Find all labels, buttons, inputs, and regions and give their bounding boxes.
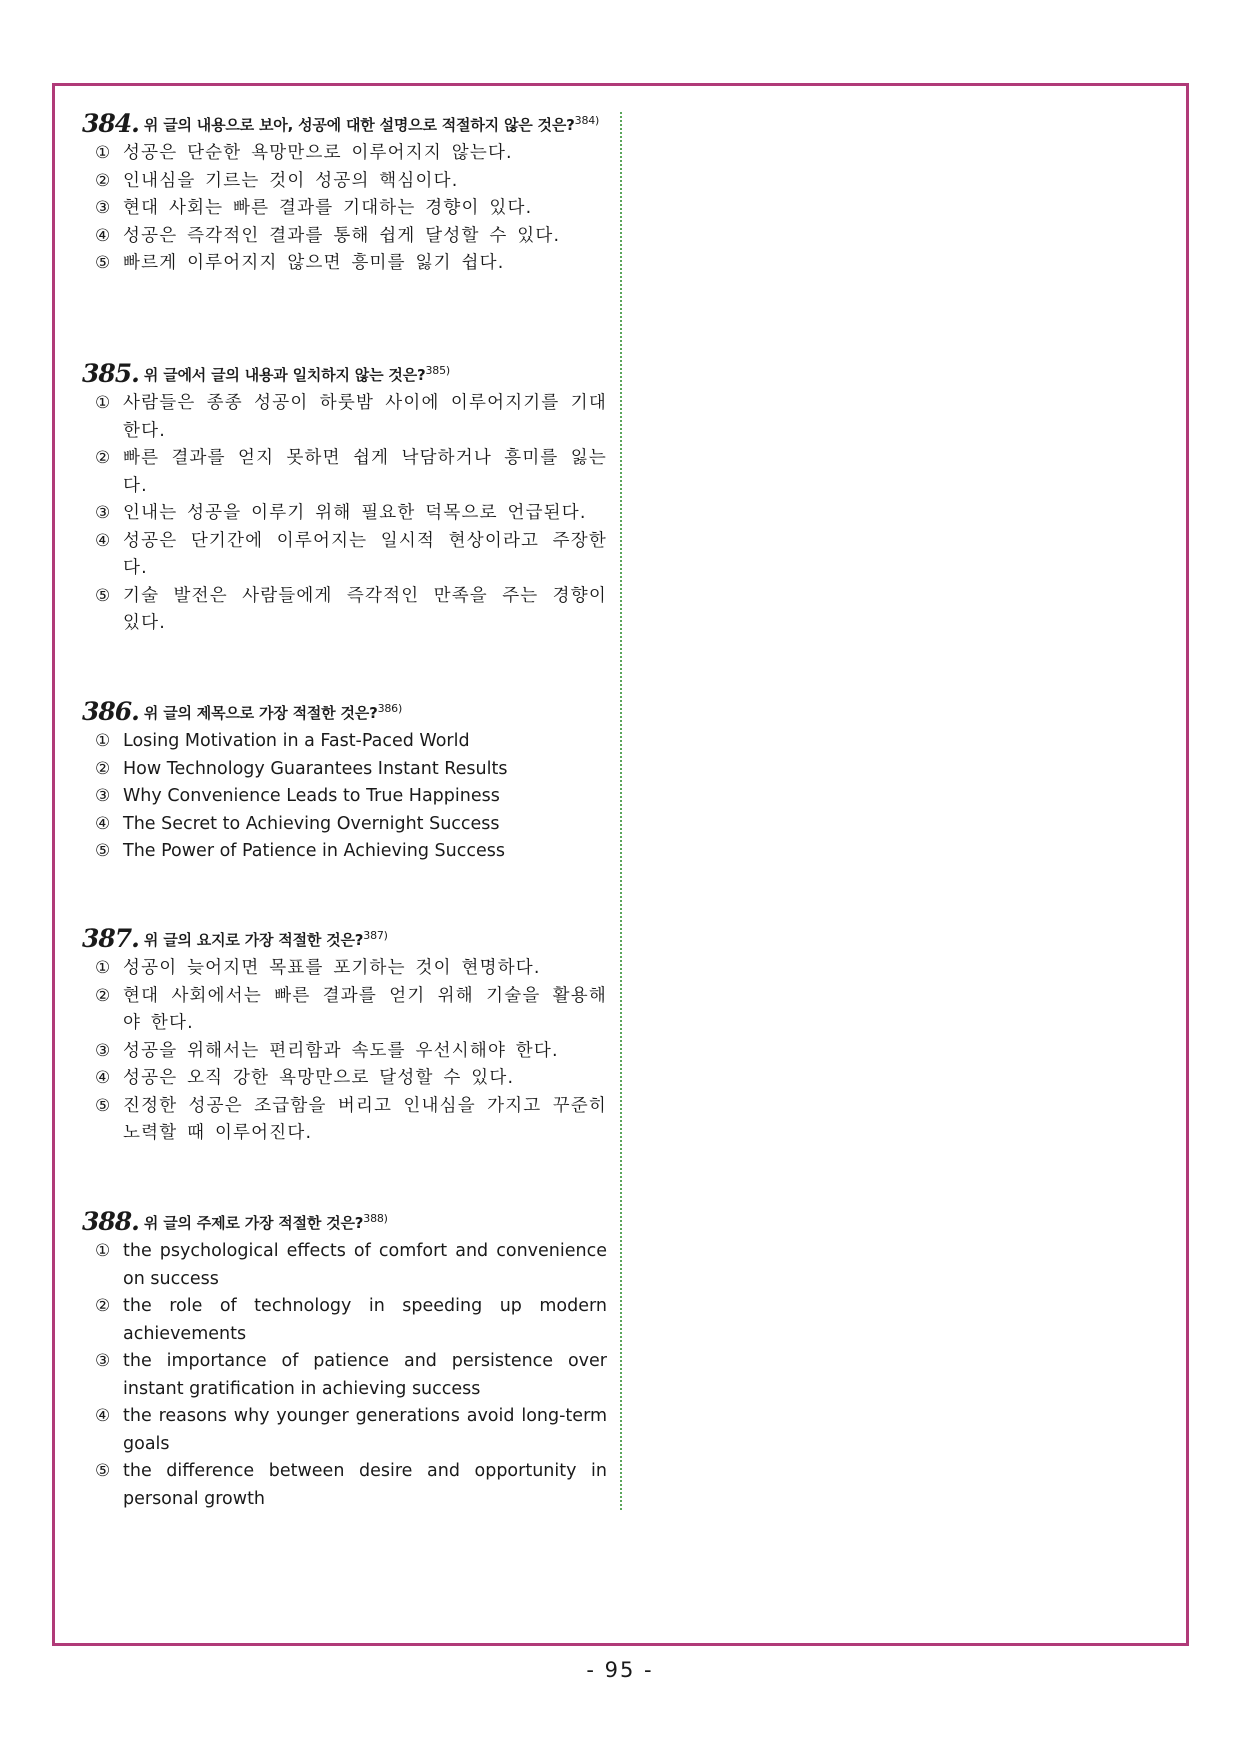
option-text: 성공은 단순한 욕망만으로 이루어지지 않는다. [123,143,513,163]
question-prompt: 위 글에서 글의 내용과 일치하지 않는 것은?$^{385)}$ [143,364,450,384]
option-text: 성공은 단기간에 이루어지는 일시적 현상이라고 주장한다. [123,530,607,578]
option-text: the role of technology in speeding up modern achievements [123,1296,607,1344]
option-text: the psychological effects of comfort and convenience on success [123,1241,607,1289]
option-marker: ③ [95,503,111,523]
option-text: 현대 사회에서는 빠른 결과를 얻기 위해 기술을 활용해야 한다. [123,985,607,1033]
option-text: How Technology Guarantees Instant Results [123,758,508,779]
option-text: the importance of patience and persistence over instant gratification in achieving success [123,1351,607,1399]
answer-options [82,728,607,866]
option-text: 빠른 결과를 얻지 못하면 쉽게 낙담하거나 흥미를 잃는다. [123,448,607,496]
option-text: 성공을 위해서는 편리함과 속도를 우선시해야 한다. [123,1040,559,1061]
answer-option[interactable] [95,838,607,866]
question-number: 385. [82,359,139,388]
answer-option[interactable] [95,1403,607,1458]
option-marker: ⑤ [95,585,111,606]
answer-option[interactable] [95,528,607,583]
option-text: Why Convenience Leads to True Happiness [123,786,500,806]
answer-options [82,955,607,1148]
option-marker: ① [95,1241,111,1261]
question-header [82,1207,607,1236]
question-header [82,924,607,953]
question-number: 384. [82,109,139,138]
option-marker: ① [95,393,111,413]
option-text: Losing Motivation in a Fast-Paced World [123,731,470,751]
question-header [82,359,607,388]
answer-option[interactable] [95,783,607,811]
option-marker: ⑤ [95,841,111,861]
question-386 [82,697,607,866]
answer-option[interactable] [95,1458,607,1513]
answer-option[interactable] [95,1238,607,1293]
answer-option[interactable] [95,955,607,983]
footnote-ref: 387) [363,929,388,942]
question-number: 386. [82,697,139,726]
footnote-ref: 386) [377,702,403,715]
option-marker: ③ [95,1351,111,1371]
option-text: 인내는 성공을 이루기 위해 필요한 덕목으로 언급된다. [123,503,587,523]
footnote-ref: 388) [363,1212,388,1225]
option-marker: ① [95,143,111,163]
option-marker: ② [95,1296,111,1316]
answer-option[interactable] [95,223,607,251]
option-text: 기술 발전은 사람들에게 즉각적인 만족을 주는 경향이 있다. [123,585,607,633]
question-385 [82,359,607,638]
question-header [82,697,607,726]
answer-option[interactable] [95,583,607,638]
answer-option[interactable] [95,140,607,168]
question-387 [82,924,607,1148]
option-text: 사람들은 종종 성공이 하룻밤 사이에 이루어지기를 기대한다. [123,393,607,441]
column-divider [620,112,622,1510]
question-prompt: 위 글의 제목으로 가장 적절한 것은?$^{386)}$ [143,702,403,722]
answer-option[interactable] [95,728,607,756]
option-marker: ④ [95,1068,111,1088]
option-marker: ③ [95,786,111,806]
option-text: 빠르게 이루어지지 않으면 흥미를 잃기 쉽다. [123,253,505,273]
answer-option[interactable] [95,811,607,839]
option-marker: ② [95,448,111,468]
option-text: 인내심을 기르는 것이 성공의 핵심이다. [123,170,459,191]
answer-option[interactable] [95,1348,607,1403]
question-prompt: 위 글의 주제로 가장 적절한 것은?$^{388)}$ [143,1212,388,1232]
option-marker: ④ [95,1406,111,1426]
option-text: 성공은 오직 강한 욕망만으로 달성할 수 있다. [123,1068,515,1088]
answer-options [82,140,607,278]
option-marker: ④ [95,813,111,834]
option-text: the difference between desire and opportunity in personal growth [123,1461,607,1509]
question-prompt: 위 글의 내용으로 보아, 성공에 대한 설명으로 적절하지 않은 것은?$^{384)}$ [143,114,600,134]
option-text: 진정한 성공은 조급함을 버리고 인내심을 가지고 꾸준히 노력할 때 이루어진다. [123,1095,607,1143]
option-text: 성공이 늦어지면 목표를 포기하는 것이 현명하다. [123,958,541,978]
footnote-ref: 385) [425,364,450,377]
option-marker: ④ [95,530,111,551]
option-marker: ⑤ [95,253,111,273]
option-marker: ② [95,170,111,191]
answer-option[interactable] [95,1065,607,1093]
question-384 [82,109,607,278]
question-header [82,109,607,138]
answer-option[interactable] [95,1093,607,1148]
option-marker: ③ [95,1040,111,1061]
option-text: The Power of Patience in Achieving Success [123,841,505,861]
answer-option[interactable] [95,1038,607,1066]
option-marker: ⑤ [95,1461,111,1481]
option-text: the reasons why younger generations avoid long-term goals [123,1406,607,1454]
option-text: 현대 사회는 빠른 결과를 기대하는 경향이 있다. [123,198,533,218]
answer-option[interactable] [95,445,607,500]
option-marker: ② [95,985,111,1006]
answer-option[interactable] [95,1293,607,1348]
answer-option[interactable] [95,250,607,278]
option-marker: ⑤ [95,1095,111,1116]
question-388 [82,1207,607,1513]
answer-options [82,390,607,638]
answer-option[interactable] [95,195,607,223]
option-marker: ④ [95,225,111,246]
option-text: The Secret to Achieving Overnight Success [123,813,500,834]
answer-option[interactable] [95,983,607,1038]
question-number: 387. [82,924,139,953]
answer-options [82,1238,607,1513]
option-marker: ① [95,731,111,751]
answer-option[interactable] [95,756,607,784]
question-number: 388. [82,1207,139,1236]
answer-option[interactable] [95,168,607,196]
question-prompt: 위 글의 요지로 가장 적절한 것은?$^{387)}$ [143,929,388,949]
page-number: - 95 - [586,1658,654,1682]
option-marker: ③ [95,198,111,218]
answer-option[interactable] [95,390,607,445]
option-text: 성공은 즉각적인 결과를 통해 쉽게 달성할 수 있다. [123,225,561,246]
option-marker: ① [95,958,111,978]
option-marker: ② [95,758,111,779]
footnote-ref: 384) [574,114,600,127]
answer-option[interactable] [95,500,607,528]
